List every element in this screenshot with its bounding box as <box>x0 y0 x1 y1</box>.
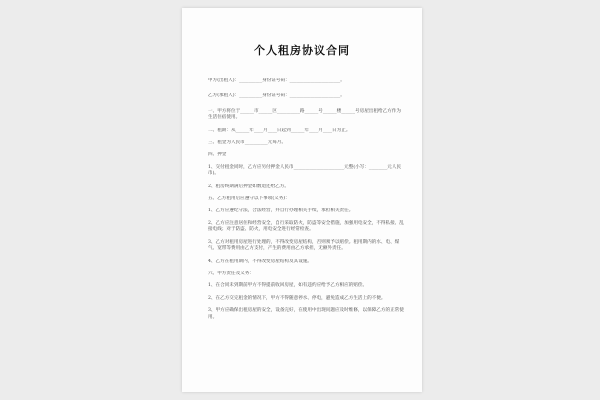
section-heading: 四、押金 <box>208 152 227 158</box>
clause-paragraph: 一、甲方将位于______市______区__________路______号______楼______号房屋出租给乙方作为生活住宿使用。 <box>208 108 401 121</box>
document-body <box>208 78 404 321</box>
clause-line: 甲方(出租人)：__________身份证号码：______________________。 <box>208 78 345 83</box>
section-heading: 六、甲方责任及义务： <box>208 270 254 276</box>
document-title: 个人租房协议合同 <box>254 44 350 57</box>
clause-paragraph: 1、交付租金同时，乙方应另付押金人民币______________________元整(小写：________元人民币)。 <box>208 164 402 177</box>
clause-line: 乙方(承租人)：__________身份证号码：______________________。 <box>208 93 345 99</box>
clause-paragraph: 1、在合同未到期前甲方不得提前收回房屋，如有违约应给予乙方相应的赔偿。 <box>208 283 368 289</box>
clause-paragraph: 2、在乙方交完租金的情况下，甲方不得随意停水、停电，避免造成乙方生活上的不便。 <box>208 295 386 301</box>
section-heading: 五、乙方租用后应遵守以下事项(义务)： <box>208 196 290 202</box>
clause-line: 三、租金为人民币__________元每月。 <box>208 140 287 146</box>
clause-paragraph: 3、乙方对租用房屋进行处理的，不得改变房屋结构，否则须予以赔偿。租用期内的水、电、煤气、宽带等费用由乙方支付，产生的费用由乙方承担，无额外责任。 <box>208 239 400 252</box>
document-page <box>182 8 422 392</box>
clause-line: 1、乙方应遵纪守法，合法经营，并自行办理相关手续，承担相关责任。 <box>208 208 354 214</box>
clause-line: 4、乙方在租用期内，不得改变房屋结构及其设施。 <box>208 258 312 264</box>
clause-paragraph: 2、乙方应注意居住和经营安全，自行采取防火，防盗等安全措施，加强用电安全，不得私接、乱接电线；对于防盗、防火，用电安全进行经常检查。 <box>208 220 404 233</box>
clause-line: 二、租期：从______年____月____日起到______年____月____日为止。 <box>208 127 351 133</box>
clause-line: 2、租房终期满后押金如数退还给乙方。 <box>208 183 290 189</box>
clause-paragraph: 3、甲方应确保出租房屋的安全，设备完好，在使用中出现问题应及时维修，以保障乙方的正常使用。 <box>208 308 404 320</box>
